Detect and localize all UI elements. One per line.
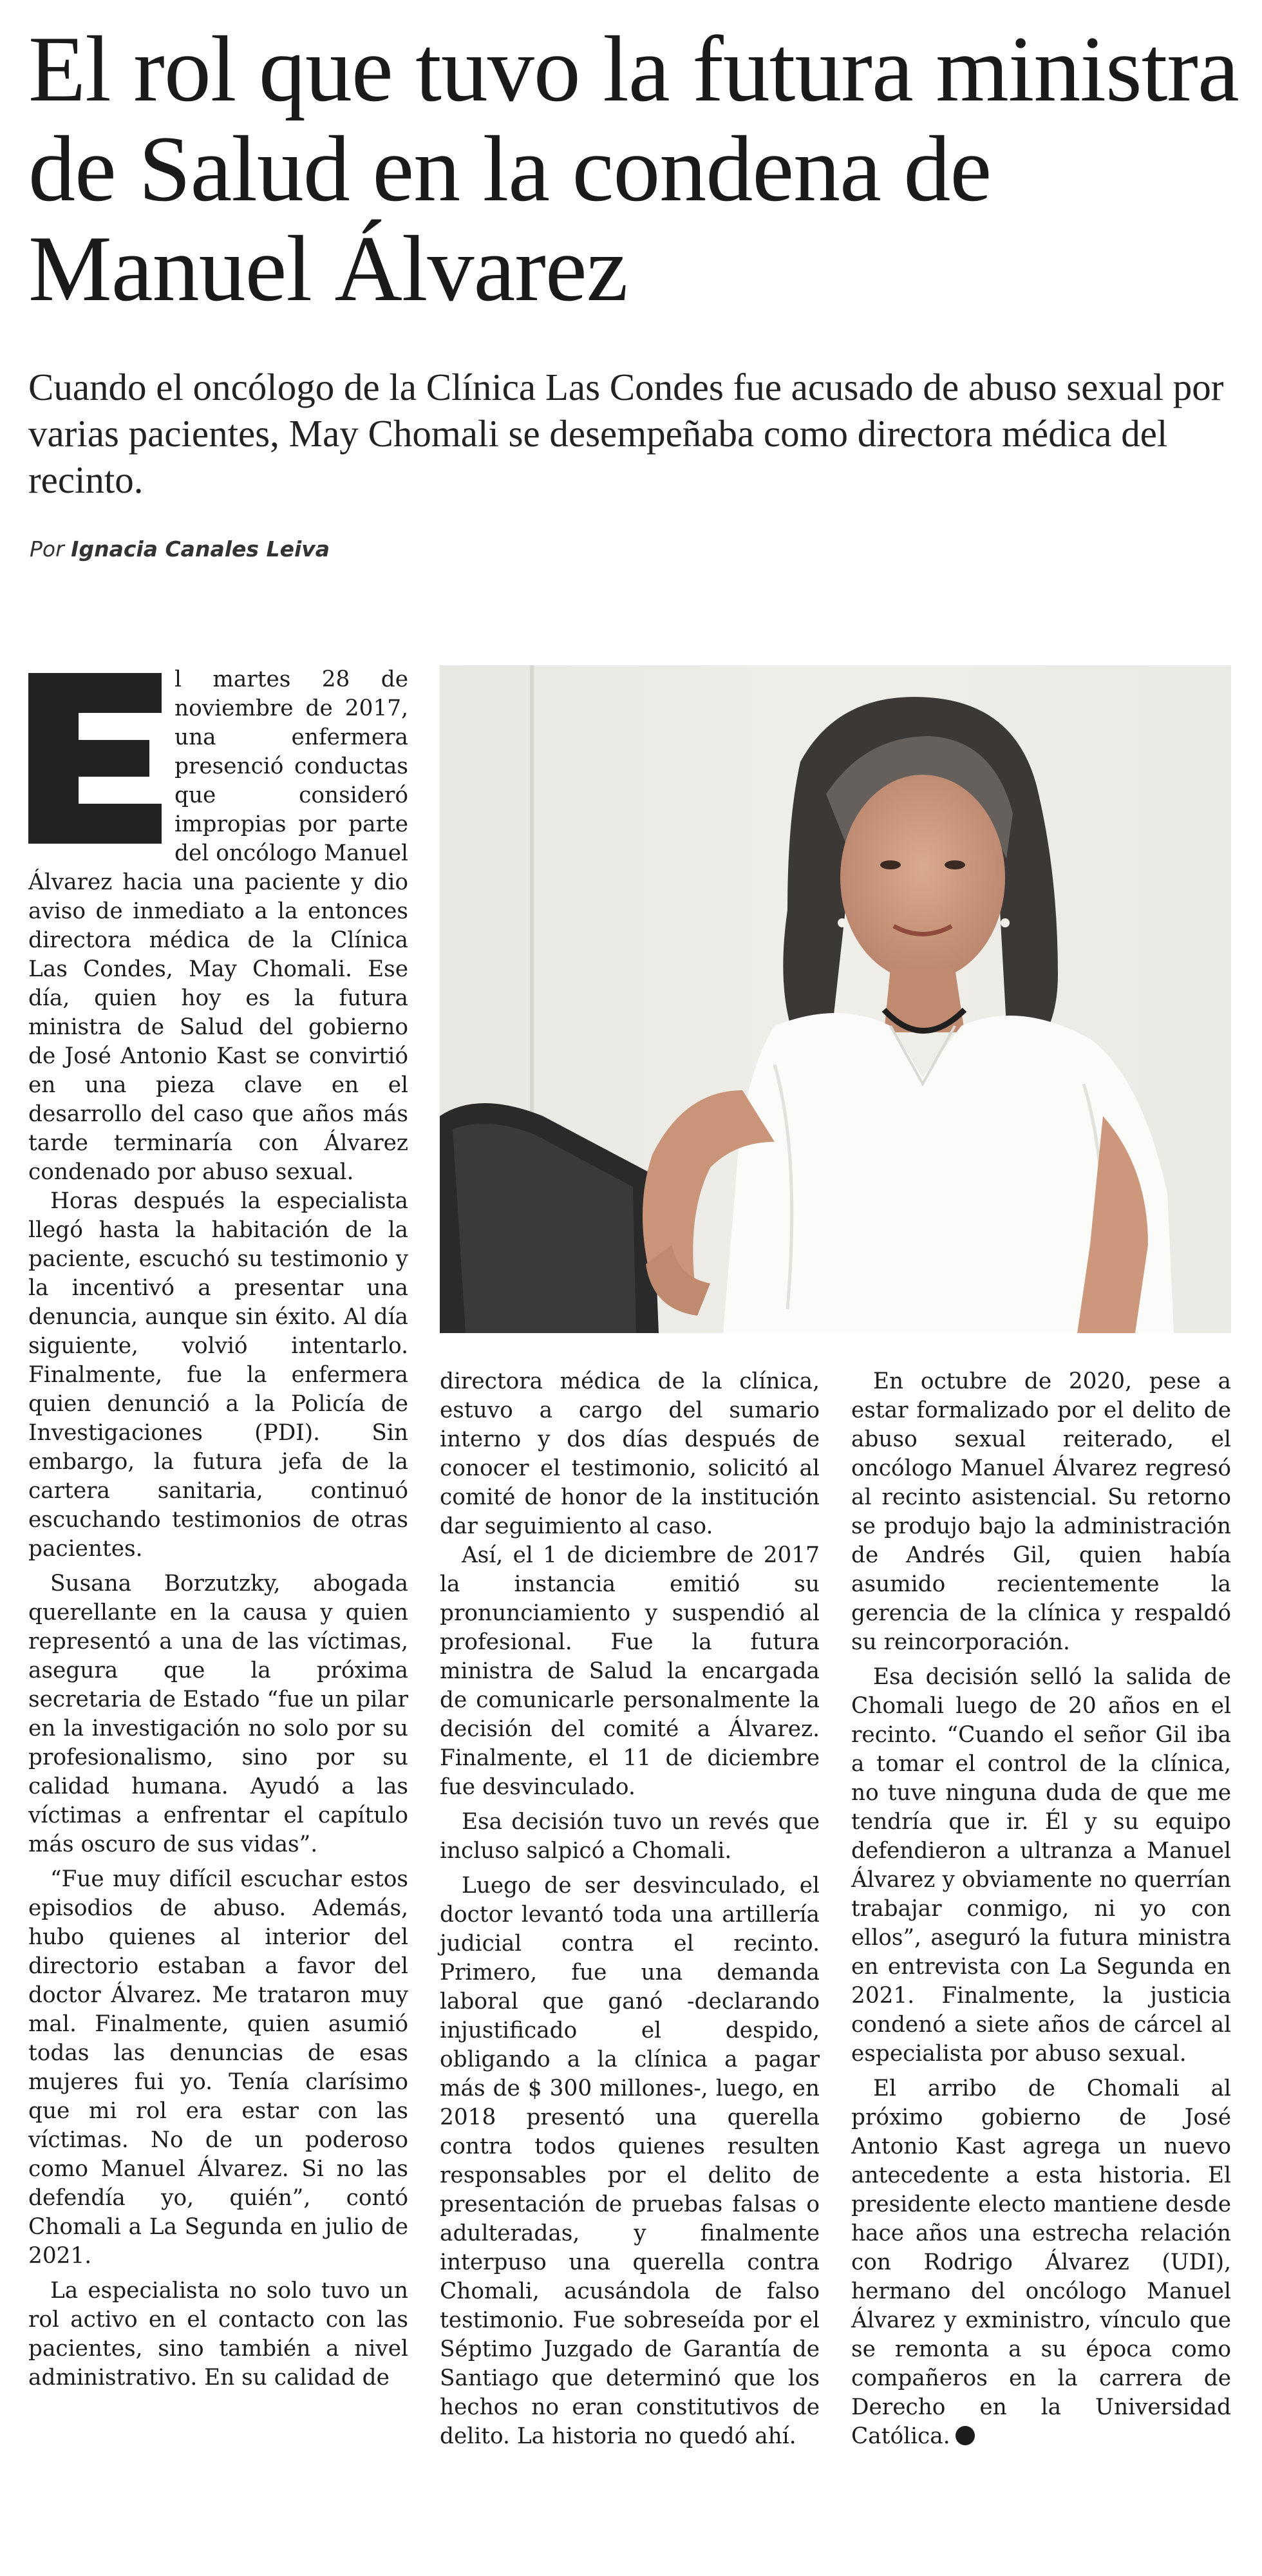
drop-cap-letter-icon [28,673,162,844]
byline [30,536,330,562]
article-column-2 [440,1367,820,2533]
portrait-photo [440,665,1231,1333]
portrait-photo-icon [440,665,1231,1333]
article-column-1 [28,665,408,2533]
paragraph: directora médica de la clínica, estuvo a cargo del sumario interno y dos días después de conocer el testimonio, solicitó al comité de honor de la institución dar seguimiento al caso. [440,1368,820,1539]
end-of-article-dot-icon [956,2426,975,2445]
byline-author: Ignacia Canales Leiva [71,536,330,562]
paragraph: Luego de ser desvinculado, el doctor levantó toda una artillería judicial contra el recinto. Primero, fue una demanda laboral que ganó -declarando injustificado el despido, obligando a la clínica a pagar más de $ 300 millones-, luego, en 2018 presentó una querella contra todos quienes resulten responsables por el delito de presentación de pruebas falsas o adulteradas, y finalmente interpuso una querella contra Chomali, acusándola de falso testimonio. Fue sobreseída por el Séptimo Juzgado de Garantía de Santiago que determinó que los hechos no eran constitutivos de delito. La historia no quedó ahí. [440,1873,820,2449]
byline-prefix: Por [30,536,64,562]
headline: El rol que tuvo la futura ministra de Salud en la condena de Manuel Álvarez [28,17,1239,321]
paragraph: “Fue muy difícil escuchar estos episodios de abuso. Además, hubo quienes al interior del directorio estaban a favor del doctor Álvarez. Me trataron muy mal. Finalmente, quien asumió todas las denuncias de esas mujeres fui yo. Tenía clarísimo que mi rol era estar con las víctimas. No de un poderoso como Manuel Álvarez. Si no las defendía yo, quién”, contó Chomali a La Segunda en julio de 2021. [28,1866,408,2269]
paragraph: La especialista no solo tuvo un rol activo en el contacto con las pacientes, sino también a nivel administrativo. En su calidad de [28,2278,408,2391]
paragraph-text: El arribo de Chomali al próximo gobierno de José Antonio Kast agrega un nuevo antecedente a esta historia. El presidente electo mantiene desde hace años una estrecha relación con Rodrigo Álvarez (UDI), hermano del oncólogo Manuel Álvarez y exministro, vínculo que se remonta a su época como compañeros en la carrera de Derecho en la Universidad Católica. [851,2076,1231,2449]
article-column-3 [851,1367,1231,2533]
paragraph: Horas después la especialista llegó hasta la habitación de la paciente, escuchó su testimonio y la incentivó a presentar una denuncia, aunque sin éxito. Al día siguiente, volvió intentarlo. Finalmente, fue la enfermera quien denunció a la Policía de Investigaciones (PDI). Sin embargo, la futura jefa de la cartera sanitaria, continuó escuchando testimonios de otras pacientes. [28,1188,408,1562]
paragraph: Esa decisión selló la salida de Chomali luego de 20 años en el recinto. “Cuando el señor Gil iba a tomar el control de la clínica, no tuve ninguna duda de que me tendría que ir. Él y su equipo defendieron a ultranza a Manuel Álvarez y obviamente no querrían trabajar conmigo, ni yo con ellos”, aseguró la futura ministra en entrevista con La Segunda en 2021. Finalmente, la justicia condenó a siete años de cárcel al especialista por abuso sexual. [851,1664,1231,2067]
paragraph-text: l martes 28 de noviembre de 2017, una enfermera presenció conductas que consideró impropias por parte del oncólogo Manuel Álvarez hacia una paciente y dio aviso de inmediato a la entonces directora médica de la Clínica Las Condes, May Chomali. Ese día, quien hoy es la futura ministra de Salud del gobierno de José Antonio Kast se convirtió en una pieza clave en el desarrollo del caso que años más tarde terminaría con Álvarez condenado por abuso sexual. [28,667,408,1185]
paragraph: Susana Borzutzky, abogada querellante en la causa y quien representó a una de las víctimas, asegura que la próxima secretaria de Estado “fue un pilar en la investigación no solo por su profesionalismo, sino por su calidad humana. Ayudó a las víctimas a enfrentar el capítulo más oscuro de sus vidas”. [28,1571,408,1857]
paragraph: Esa decisión tuvo un revés que incluso salpicó a Chomali. [440,1809,820,1864]
drop-cap [28,673,162,844]
deck-subtitle: Cuando el oncólogo de la Clínica Las Condes fue acusado de abuso sexual por varias pacientes, May Chomali se desempeñaba como directora médica del recinto. [28,366,1224,501]
paragraph [851,2074,1231,2451]
paragraph: En octubre de 2020, pese a estar formalizado por el delito de abuso sexual reiterado, el oncólogo Manuel Álvarez regresó al recinto asistencial. Su retorno se produjo bajo la administración de Andrés Gil, quien había asumido recientemente la gerencia de la clínica y respaldó su reincorporación. [851,1368,1231,1655]
paragraph: Así, el 1 de diciembre de 2017 la instancia emitió su pronunciamiento y suspendió al profesional. Fue la futura ministra de Salud la encargada de comunicarle personalmente la decisión del comité a Álvarez. Finalmente, el 11 de diciembre fue desvinculado. [440,1542,820,1800]
